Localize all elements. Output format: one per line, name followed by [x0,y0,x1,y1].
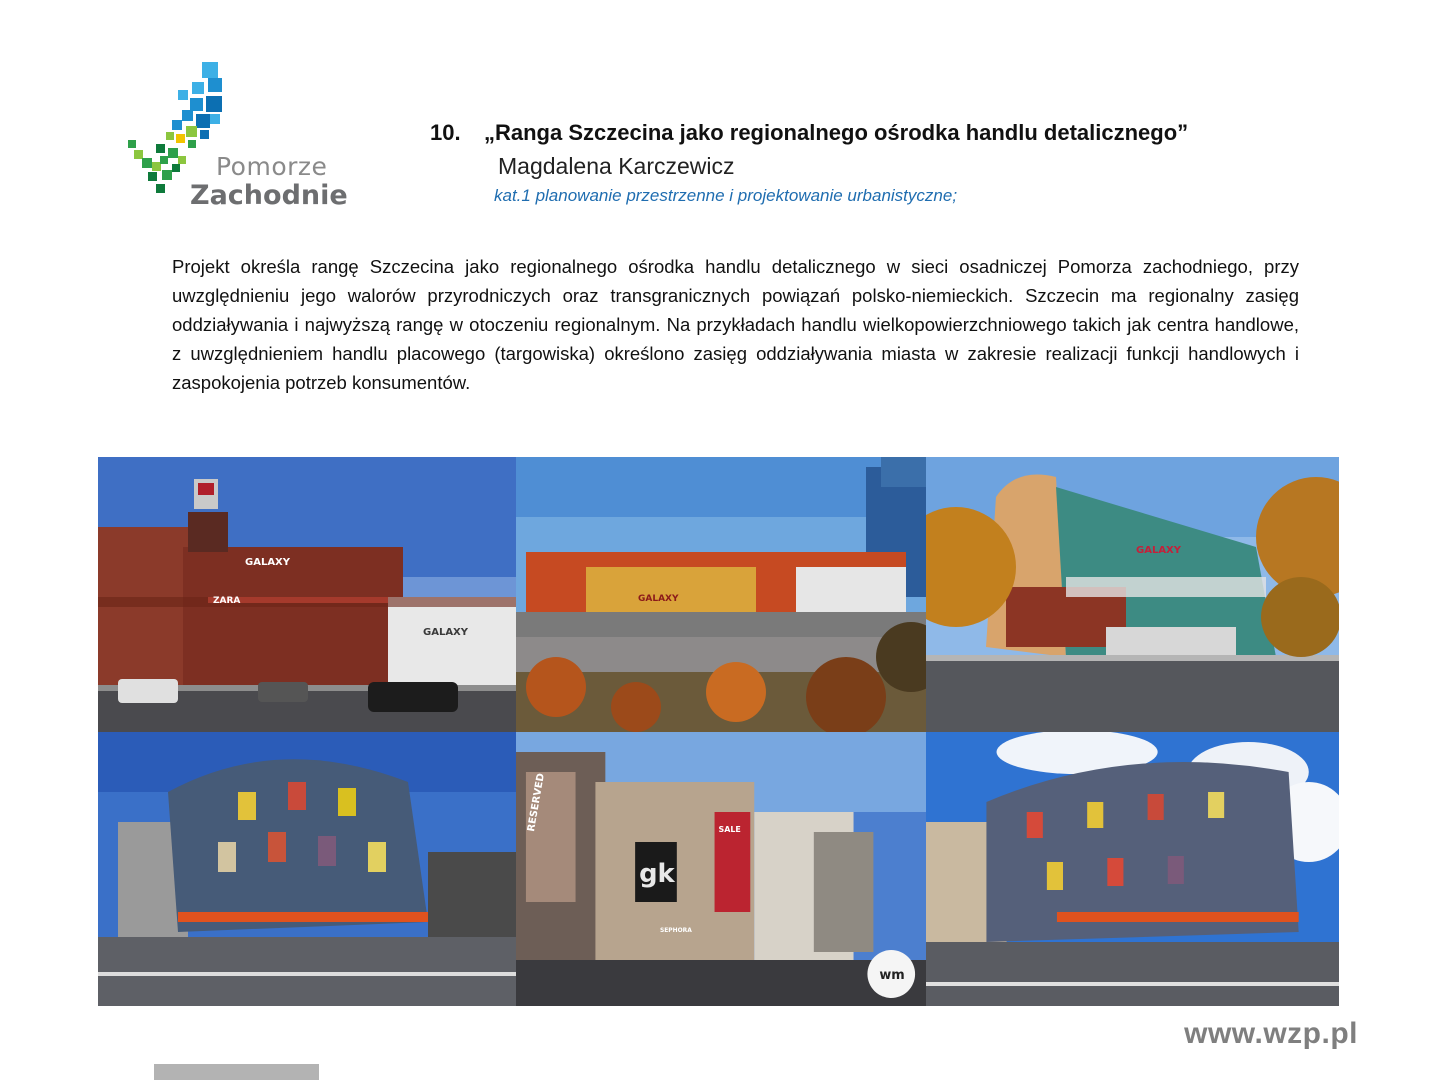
gk-sign: gk [639,858,675,890]
photo-gallery [98,457,1339,1006]
footer-url[interactable]: www.wzp.pl [1184,1017,1358,1050]
reserved-sign: RESERVED [526,772,547,833]
project-heading [430,120,1188,146]
galaxy-sign-4: GALAXY [1136,545,1182,556]
footer-bar [154,1064,319,1080]
project-title: „Ranga Szczecina jako regionalnego ośrodka handlu detalicznego” [484,120,1189,145]
project-number: 10. [430,120,461,145]
photo-galaxy-panorama [516,457,926,732]
project-author: Magdalena Karczewicz [498,153,735,179]
project-abstract: Projekt określa rangę Szczecina jako regionalnego ośrodka handlu detalicznego w sieci osadniczej Pomorza zachodniego, przy uwzględnieniu jego walorów przyrodniczych oraz transgranicznych powiązań polsko-niemieckich. Szczecin ma regionalny zasięg oddziaływania i najwyższą rangę w otoczeniu regionalnym. Na przykładach handlu wielkopowierzchniowego takich jak centra handlowe, z uwzględnieniem handlu placowego (targowiska) określono zasięg oddziaływania miasta w zakresie realizacji funkcji handlowych i zaspokojenia potrzeb konsumentów. [172,256,1299,393]
galaxy-sign-3: GALAXY [638,594,679,604]
sephora-sign: SEPHORA [659,926,692,935]
zara-sign: ZARA [213,596,241,606]
photo-galaxy-street-view [98,457,516,732]
watermark-logo: wm [879,967,905,984]
logo-text-zachodnie: Zachodnie [190,180,348,211]
project-category: kat.1 planowanie przestrzenne i projektowanie urbanistyczne; [494,186,958,205]
galaxy-sign-2: GALAXY [423,627,469,638]
logo-text-pomorze: Pomorze [216,152,328,181]
photo-galeria-street [516,732,926,1006]
photo-kaskada-corner [98,732,516,1006]
pomorze-zachodnie-logo [126,60,346,212]
sale-sign: SALE [718,824,741,835]
photo-kaskada-clouds [926,732,1339,1006]
photo-galaxy-entrance [926,457,1339,732]
galaxy-sign-1: GALAXY [245,557,291,568]
